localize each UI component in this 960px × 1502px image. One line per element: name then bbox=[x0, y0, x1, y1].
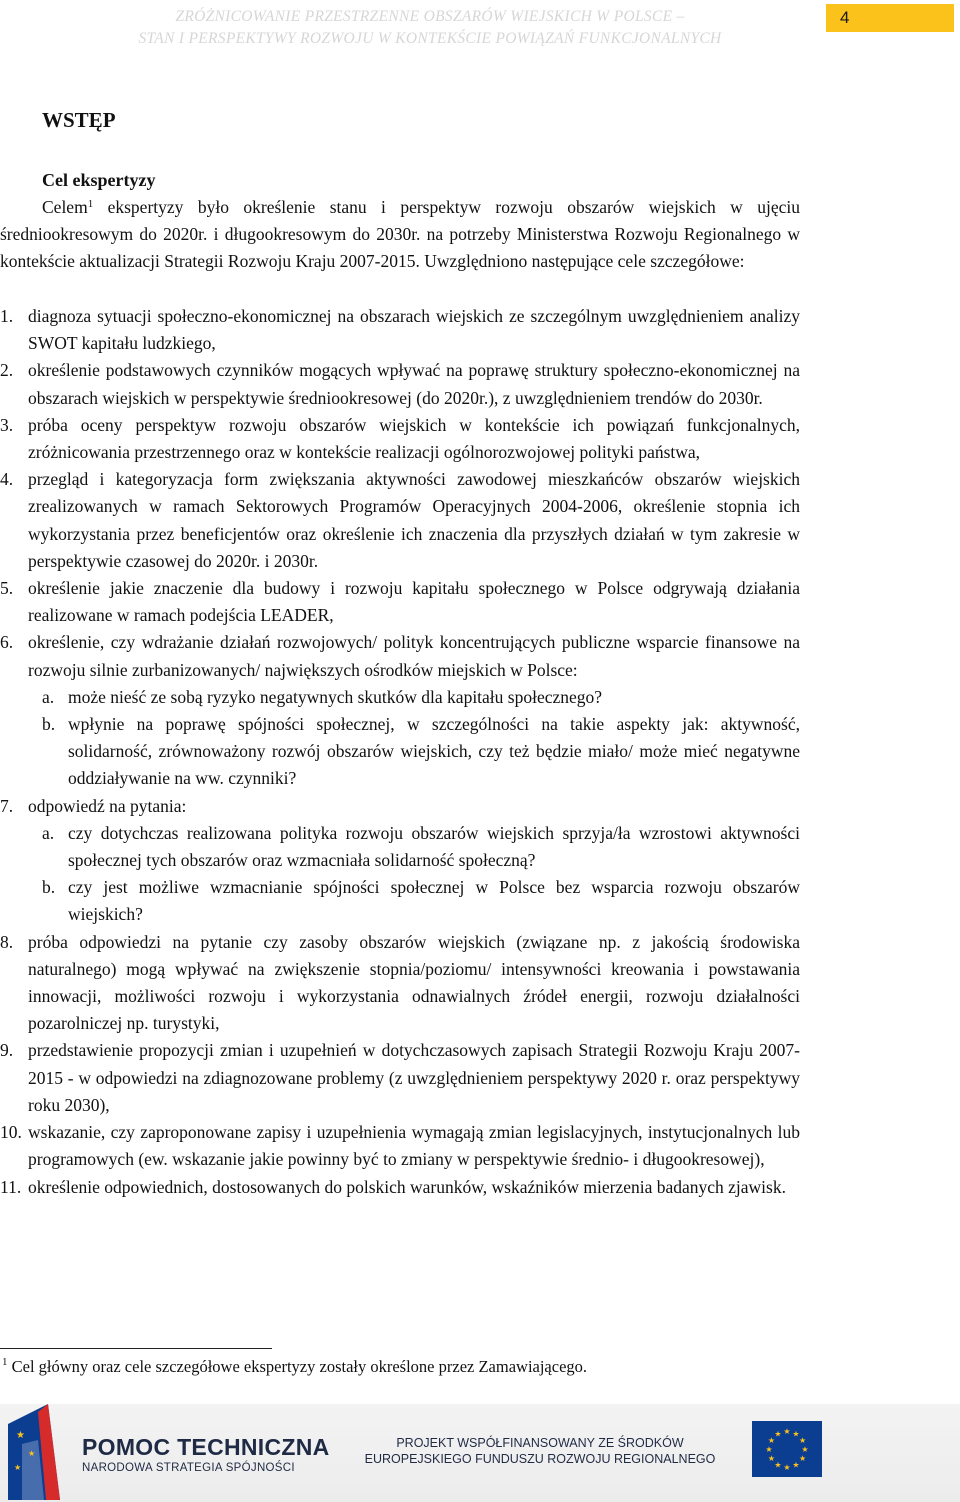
item-number: 11. bbox=[0, 1176, 22, 1197]
eu-star-icon: ★ bbox=[765, 1445, 773, 1454]
eu-star-icon: ★ bbox=[799, 1436, 807, 1445]
eu-star-icon: ★ bbox=[783, 1463, 791, 1472]
item-number: 4. bbox=[0, 469, 14, 490]
sub-item-text: może nieść ze sobą ryzyko negatywnych skutków dla kapitału społecznego? bbox=[68, 686, 603, 707]
eu-star-icon: ★ bbox=[767, 1454, 775, 1463]
eu-star-icon: ★ bbox=[774, 1460, 782, 1470]
list-item bbox=[0, 303, 800, 357]
list-item bbox=[0, 412, 800, 466]
sub-item-letter: b. bbox=[42, 714, 56, 735]
item-number: 6. bbox=[0, 632, 14, 653]
item-number: 7. bbox=[0, 795, 14, 816]
svg-text:★: ★ bbox=[14, 1463, 22, 1472]
footnote-number: 1 bbox=[2, 1356, 8, 1368]
intro-text-start: Celem bbox=[42, 197, 88, 217]
item-text: przedstawienie propozycji zmian i uzupełnień w dotychczasowych zapisach Strategii Rozwoju Kraju 2007-2015 - w odpowiedzi na zdiagnozowane problemy (z uwzględnieniem perspektywy 2020 r. oraz perspektywy roku 2030), bbox=[28, 1040, 800, 1115]
item-number: 3. bbox=[0, 414, 14, 435]
page-number-badge bbox=[826, 4, 954, 32]
eu-star-icon: ★ bbox=[801, 1445, 809, 1454]
eu-funding-line2: EUROPEJSKIEGO FUNDUSZU ROZWOJU REGIONALNEGO bbox=[364, 1452, 716, 1466]
eu-star-icon: ★ bbox=[783, 1427, 791, 1436]
sub-list bbox=[28, 684, 800, 793]
sub-item-text: wpłynie na poprawę spójności społecznej, w szczególności na takie aspekty jak: aktywność, solidarność, zrównoważony rozwój obszarów wiejskich, czy też będzie miało/ może mieć negatywne oddziaływanie na ww. czynniki? bbox=[68, 714, 800, 789]
intro-paragraph bbox=[0, 194, 800, 275]
list-item bbox=[0, 793, 800, 929]
item-text: określenie, czy wdrażanie działań rozwojowych/ polityk koncentrujących publiczne wsparcie finansowe na rozwoju silnie zurbanizowanych/ największych ośrodków miejskich w Polsce: bbox=[28, 632, 800, 680]
sub-item-letter: a. bbox=[42, 822, 55, 843]
eu-flag-icon bbox=[752, 1421, 822, 1477]
list-item bbox=[0, 1037, 800, 1119]
svg-text:★: ★ bbox=[16, 1430, 25, 1441]
item-number: 5. bbox=[0, 578, 14, 599]
footnote bbox=[2, 1357, 587, 1377]
list-item bbox=[0, 575, 800, 629]
list-item bbox=[0, 929, 800, 1038]
eu-star-icon: ★ bbox=[774, 1429, 782, 1439]
sub-item-letter: b. bbox=[42, 877, 56, 898]
item-number: 8. bbox=[0, 931, 14, 952]
item-text: określenie podstawowych czynników mogących wpływać na poprawę struktury społeczno-ekonomicznej na obszarach wiejskich w perspektywie średniookresowej (do 2020r.), z uwzględnieniem trendów do 2030r. bbox=[28, 360, 800, 408]
sub-list bbox=[28, 820, 800, 929]
running-header bbox=[80, 6, 780, 50]
list-item bbox=[0, 629, 800, 792]
running-header-line2: STAN I PERSPEKTYWY ROZWOJU W KONTEKŚCIE POWIĄZAŃ FUNKCJONALNYCH bbox=[138, 30, 722, 47]
brand-title: POMOC TECHNICZNA bbox=[82, 1434, 330, 1460]
list-item bbox=[0, 1174, 800, 1201]
eu-star-icon: ★ bbox=[792, 1429, 800, 1439]
svg-text:★: ★ bbox=[28, 1449, 36, 1458]
item-number: 2. bbox=[0, 360, 14, 381]
item-text: próba oceny perspektyw rozwoju obszarów wiejskich w kontekście ich powiązań funkcjonalnych, zróżnicowania przestrzennego oraz w kontekście realizacji ogólnorozwojowej polityki państwa, bbox=[28, 414, 800, 463]
running-header-line1: ZRÓŻNICOWANIE PRZESTRZENNE OBSZARÓW WIEJSKICH W POLSCE – bbox=[175, 8, 685, 25]
item-text: próba odpowiedzi na pytanie czy zasoby obszarów wiejskich (związane np. z jakością środowiska naturalnego) mogą wpływać na zwiększenie stopnia/poziomu/ intensywności kreowania i powstawania innowacji, możliwości rozwoju i wykorzystania odnawialnych źródeł energii, rozwoju działalności pozarolniczej np. turystyki, bbox=[28, 931, 800, 1034]
list-item bbox=[0, 357, 800, 411]
list-item bbox=[0, 1119, 800, 1173]
goals-list bbox=[0, 303, 800, 1201]
item-number: 10. bbox=[0, 1122, 22, 1143]
footnote-text: Cel główny oraz cele szczegółowe ekspertyzy zostały określone przez Zamawiającego. bbox=[7, 1357, 588, 1376]
item-number: 9. bbox=[0, 1040, 14, 1061]
intro-text-rest: ekspertyzy było określenie stanu i perspektyw rozwoju obszarów wiejskich w ujęciu średniookresowym do 2020r. i długookresowym do 2030r. na potrzeby Ministerstwa Rozwoju Regionalnego w kontekście aktualizacji Strategii Rozwoju Kraju 2007-2015. Uwzględniono następujące cele szczegółowe: bbox=[0, 197, 800, 271]
page-title: WSTĘP bbox=[42, 108, 116, 132]
sub-list-item bbox=[28, 711, 800, 793]
sub-item-letter: a. bbox=[42, 686, 55, 707]
eu-funding-notice bbox=[360, 1435, 720, 1467]
sub-item-text: czy dotychczas realizowana polityka rozwoju obszarów wiejskich sprzyja/ła wzrostowi aktywności społecznej tych obszarów oraz wzmacniała solidarność społeczną? bbox=[68, 822, 800, 871]
eu-star-icon: ★ bbox=[799, 1454, 807, 1463]
pomoc-techniczna-logo-icon bbox=[8, 1404, 78, 1500]
eu-funding-line1: PROJEKT WSPÓŁFINANSOWANY ZE ŚRODKÓW bbox=[396, 1436, 684, 1450]
footnote-ref[interactable]: 1 bbox=[87, 198, 94, 210]
eu-star-icon: ★ bbox=[792, 1460, 800, 1470]
item-text: odpowiedź na pytania: bbox=[28, 795, 187, 816]
item-text: określenie odpowiednich, dostosowanych do polskich warunków, wskaźników mierzenia badanych zjawisk. bbox=[28, 1176, 786, 1197]
sub-item-text: czy jest możliwe wzmacnianie spójności społecznej w Polsce bez wsparcia rozwoju obszarów wiejskich? bbox=[68, 877, 800, 925]
item-text: określenie jakie znaczenie dla budowy i rozwoju kapitału społecznego w Polsce odgrywają działania realizowane w ramach podejścia LEADER, bbox=[28, 578, 800, 626]
list-item bbox=[0, 466, 800, 575]
footnote-divider bbox=[0, 1348, 272, 1349]
page-number: 4 bbox=[840, 8, 850, 27]
sub-list-item bbox=[28, 684, 800, 711]
section-heading: Cel ekspertyzy bbox=[42, 170, 156, 190]
sub-list-item bbox=[28, 820, 800, 874]
eu-star-icon: ★ bbox=[767, 1436, 775, 1445]
item-text: wskazanie, czy zaproponowane zapisy i uzupełnienia wymagają zmian legislacyjnych, instytucjonalnych lub programowych (ew. wskazanie jakie powinny być to zmiany w perspektywie średnio- i długookresowej), bbox=[28, 1122, 800, 1170]
item-text: przegląd i kategoryzacja form zwiększania aktywności zawodowej mieszkańców obszarów wiejskich zrealizowanych w ramach Sektorowych Programów Operacyjnych 2004-2006, określenie stopnia ich wykorzystania przez beneficjentów oraz określenie ich znaczenia dla przyszłych działań w tym zakresie w perspektywie czasowej do 2020r. i 2030r. bbox=[28, 469, 800, 571]
brand-subtitle: NARODOWA STRATEGIA SPÓJNOŚCI bbox=[82, 1462, 295, 1474]
item-number: 1. bbox=[0, 306, 14, 326]
item-text: diagnoza sytuacji społeczno-ekonomicznej na obszarach wiejskich ze szczególnym uwzględnieniem analizy SWOT kapitału ludzkiego, bbox=[28, 306, 800, 354]
sub-list-item bbox=[28, 874, 800, 928]
